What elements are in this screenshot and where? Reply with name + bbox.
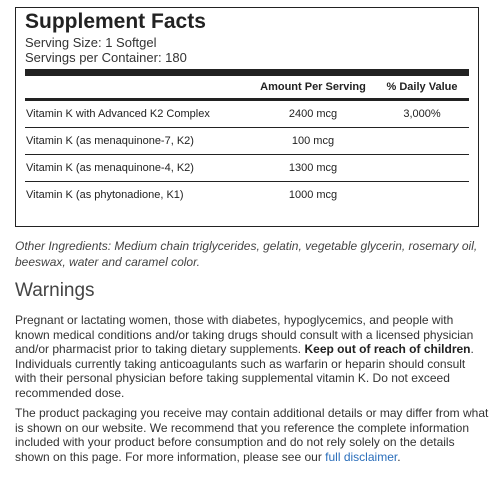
nutrient-daily-value: [375, 128, 469, 155]
other-ingredients: Other Ingredients: Medium chain triglycerides, gelatin, vegetable glycerin, rosemary oil, beeswax, water and caramel color.: [15, 239, 478, 269]
disclaimer-end: .: [397, 449, 401, 464]
thick-divider: [25, 69, 469, 76]
nutrient-amount: 100 mcg: [251, 128, 375, 155]
nutrient-amount: 1000 mcg: [251, 182, 375, 209]
supplement-facts-panel: [15, 7, 479, 227]
nutrient-name: Vitamin K (as menaquinone-4, K2): [25, 155, 251, 182]
full-disclaimer-link[interactable]: full disclaimer: [325, 449, 398, 464]
table-row: [25, 155, 469, 182]
header-amount: Amount Per Serving: [251, 76, 375, 100]
nutrient-daily-value: 3,000%: [403, 108, 441, 120]
warnings-text-part-1: Pregnant or lactating women, those with diabetes, hypoglycemics, and people with known medical conditions and/or taking drugs should consult with a licensed physician and/or pharmacist prior to taking dietary supplements.: [15, 313, 474, 357]
facts-title: Supplement Facts: [25, 10, 206, 33]
nutrient-name: Vitamin K (as menaquinone-7, K2): [25, 128, 251, 155]
nutrient-amount: 2400 mcg: [288, 108, 338, 120]
nutrient-daily-value: [375, 182, 469, 209]
table-row: [25, 128, 469, 155]
header-daily-value: % Daily Value: [375, 76, 469, 100]
header-name-cell: [25, 76, 251, 100]
warnings-bold-text: Keep out of reach of children: [304, 342, 471, 357]
table-row: [25, 182, 469, 209]
disclaimer-text: [15, 406, 489, 464]
disclaimer-body: The product packaging you receive may contain additional details or may differ from what is shown on our website. We recommend that you reference the complete information included with your product before consumption and do not rely solely on the details shown on this page. For more information, please see our: [15, 406, 489, 464]
nutrient-daily-value: [375, 155, 469, 182]
nutrient-amount: 1300 mcg: [251, 155, 375, 182]
facts-table: [25, 76, 469, 208]
table-header-row: [25, 76, 469, 100]
nutrient-name: Vitamin K with Advanced K2 Complex: [26, 108, 210, 120]
warnings-heading: Warnings: [15, 280, 95, 301]
warnings-text-part-2: . Individuals currently taking anticoagulants such as warfarin or heparin should consult with their personal physician before taking supplemental vitamin K. Do not exceed recommended dose.: [15, 342, 474, 400]
nutrient-name: Vitamin K (as phytonadione, K1): [25, 182, 251, 209]
serving-size: Serving Size: 1 Softgel: [25, 35, 157, 50]
servings-per-container: Servings per Container: 180: [25, 50, 187, 65]
warnings-text: [15, 313, 489, 401]
table-row: [25, 100, 469, 128]
